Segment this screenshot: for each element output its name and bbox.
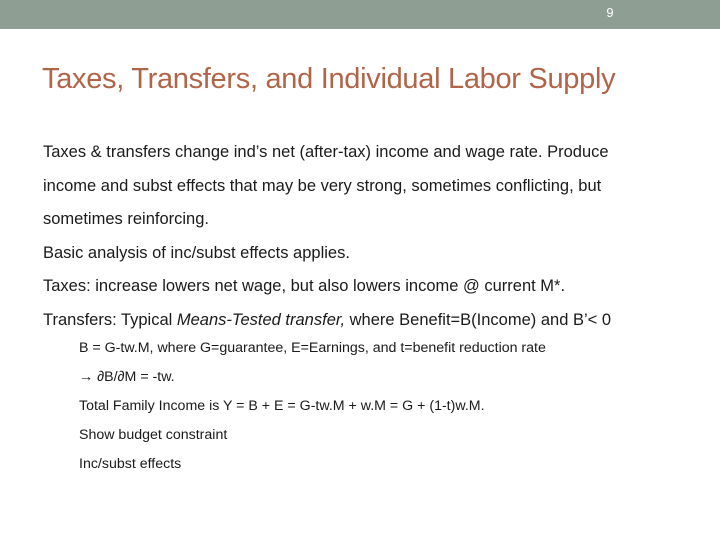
paragraph-basic-analysis: Basic analysis of inc/subst effects applies. xyxy=(43,243,350,262)
means-tested-term: Means-Tested transfer, xyxy=(176,310,346,329)
benefit-formula: B = G-tw.M, where G=guarantee, E=Earnings, and t=benefit reduction rate xyxy=(79,340,546,356)
paragraph-taxes: Taxes: increase lowers net wage, but also lowers income @ current M*. xyxy=(43,277,566,295)
slide-number: 9 xyxy=(606,5,614,20)
transfers-prefix: Transfers: Typical xyxy=(43,310,177,329)
paragraph-transfers xyxy=(43,304,703,338)
header-bar xyxy=(0,0,720,29)
inc-subst-effects-item: Inc/subst effects xyxy=(79,456,182,472)
paragraph-taxes-transfers-line-1: Taxes & transfers change ind’s net (after-tax) income and wage rate. Produce xyxy=(43,143,609,161)
benefit-derivative: → ∂B/∂M = -tw. xyxy=(79,369,175,385)
transfers-suffix: where Benefit=B(Income) and B’< 0 xyxy=(345,310,612,329)
budget-constraint-item: Show budget constraint xyxy=(79,427,228,443)
slide-body xyxy=(43,136,703,337)
transfer-details-list xyxy=(79,334,699,479)
paragraph-taxes-transfers-line-3: sometimes reinforcing. xyxy=(43,210,209,228)
slide-title: Taxes, Transfers, and Individual Labor Supply xyxy=(42,63,616,95)
total-family-income: Total Family Income is Y = B + E = G-tw.M + w.M = G + (1-t)w.M. xyxy=(79,398,485,414)
paragraph-taxes-transfers-line-2: income and subst effects that may be very strong, sometimes conflicting, but xyxy=(43,176,602,195)
